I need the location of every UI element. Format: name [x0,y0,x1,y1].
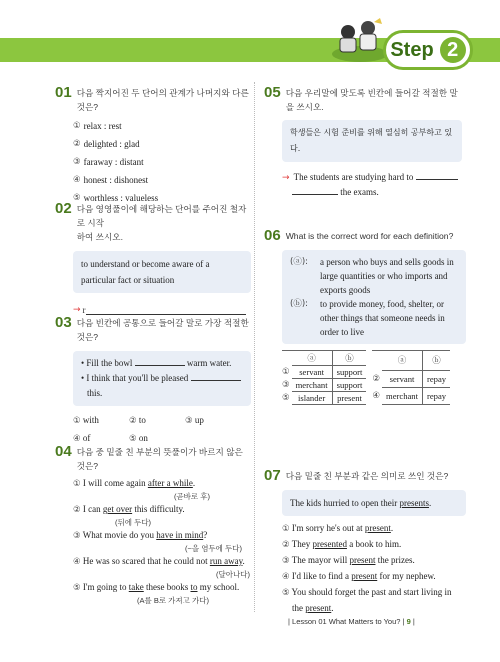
answer-line[interactable]: → r [73,305,250,315]
answer-tables [282,350,464,405]
question-number: 02 [55,200,72,217]
question-text: What is the correct word for each definition? [285,231,454,241]
option[interactable]: ⑤ worthless : valueless [73,193,159,203]
option-list [73,412,250,448]
question-text: 다음 영영풀이에 해당하는 단어를 주어진 철자로 시작 하여 쓰시오. [76,204,247,242]
option[interactable]: ④ honest : dishonest [73,175,149,185]
column-divider [254,82,255,612]
option[interactable]: ② delighted : glad [73,139,140,149]
gloss: (뒤에 두다) [115,518,152,527]
option[interactable]: ② servant repay [372,370,450,387]
step-number: 2 [440,37,466,63]
question-text: 다음 우리말에 맞도록 빈칸에 들어갈 적절한 말을 쓰시오. [285,88,458,112]
question-text: 다음 빈칸에 공통으로 들어갈 말로 가장 적절한 것은? [76,318,249,342]
question-01 [55,85,250,207]
option[interactable]: ② I can get over this difficulty. [73,504,185,515]
answer-lines: → The students are studying hard to the exams. [282,170,464,199]
question-number: 05 [264,84,281,101]
question-text: 다음 밑줄 친 부분과 같은 의미로 쓰인 것은? [285,471,449,481]
question-02 [55,201,250,315]
option[interactable]: ④ of [73,433,91,444]
question-number: 01 [55,84,72,101]
options-table-left: ⓐ ⓑ ① servant support ③ merchant support ⑤ islander present [282,350,366,405]
question-04 [55,444,250,606]
option[interactable]: ⑤ I'm going to take these books to my school. [73,582,240,593]
question-text: 다음 중 밑줄 친 부분의 뜻풀이가 바르지 않은 것은? [76,447,243,471]
gloss: (달아나다) [216,570,250,579]
readers-illustration-icon [330,16,390,64]
sentence-box: • Fill the bowl warm water. • I think that you'll be pleased this. [73,351,251,406]
option[interactable]: ③ What movie do you have in mind? [73,530,208,541]
option[interactable]: ① with [73,415,99,426]
lesson-title: Lesson 01 What Matters to You? [292,617,401,626]
definition-box: to understand or become aware of a particular fact or situation [73,251,251,293]
option[interactable]: ⑤ islander present [282,392,366,405]
question-07 [264,468,464,616]
option-list: ① I'm sorry he's out at present. ② They presented a book to him. ③ The mayor will present the prizes. ④ I'd like to find a present for my nephew. ⑤ You should forget the past and start living in the present. [282,521,464,616]
option[interactable]: ④ He was so scared that he could not run away. [73,556,245,567]
option[interactable]: ③ merchant support [282,379,366,392]
option[interactable]: ④ I'd like to find a present for my nephew. [282,571,436,582]
question-06 [264,228,464,405]
options-table-right: ⓐ ⓑ ② servant repay ④ merchant repay [372,350,450,405]
option-list [73,476,250,606]
option[interactable]: ③ up [185,415,204,426]
korean-box: 학생들은 시험 준비를 위해 열심히 공부하고 있다. [282,120,462,162]
option[interactable]: ① relax : rest [73,121,122,131]
question-03 [55,315,250,448]
option[interactable]: ③ faraway : distant [73,157,144,167]
question-number: 06 [264,227,281,244]
option[interactable]: ⑤ You should forget the past and start living in [282,587,452,598]
option[interactable]: ④ merchant repay [372,387,450,404]
example-box: The kids hurried to open their presents. [282,490,466,516]
option[interactable]: ② to [129,415,146,426]
option[interactable]: ② They presented a book to him. [282,539,402,550]
question-number: 04 [55,443,72,460]
page-footer: | Lesson 01 What Matters to You? | 9 | [288,617,415,626]
option[interactable]: ① I'm sorry he's out at present. [282,523,394,534]
page-number: 9 [406,617,411,626]
option[interactable]: ① servant support [282,366,366,379]
question-number: 03 [55,314,72,331]
question-05 [264,85,464,199]
question-number: 07 [264,467,281,484]
option-list [73,117,250,207]
gloss: (~을 염두에 두다) [184,544,242,553]
gloss: (A를 B로 가져고 가다) [137,596,209,605]
question-text: 다음 짝지어진 두 단어의 관계가 나머지와 다른 것은? [76,88,249,112]
gloss: (곧바로 후) [173,492,210,501]
definitions-box: (ⓐ): a person who buys and sells goods in large quantities or who imports and exports goods (ⓑ): to provide money, food, shelter, or other things that someone needs in order to live [282,250,466,344]
option[interactable]: ⑤ on [129,433,148,444]
option[interactable]: ① I will come again after a while. [73,478,196,489]
step-badge [383,30,473,70]
step-label: Step [390,38,434,61]
option[interactable]: ③ The mayor will present the prizes. [282,555,415,566]
